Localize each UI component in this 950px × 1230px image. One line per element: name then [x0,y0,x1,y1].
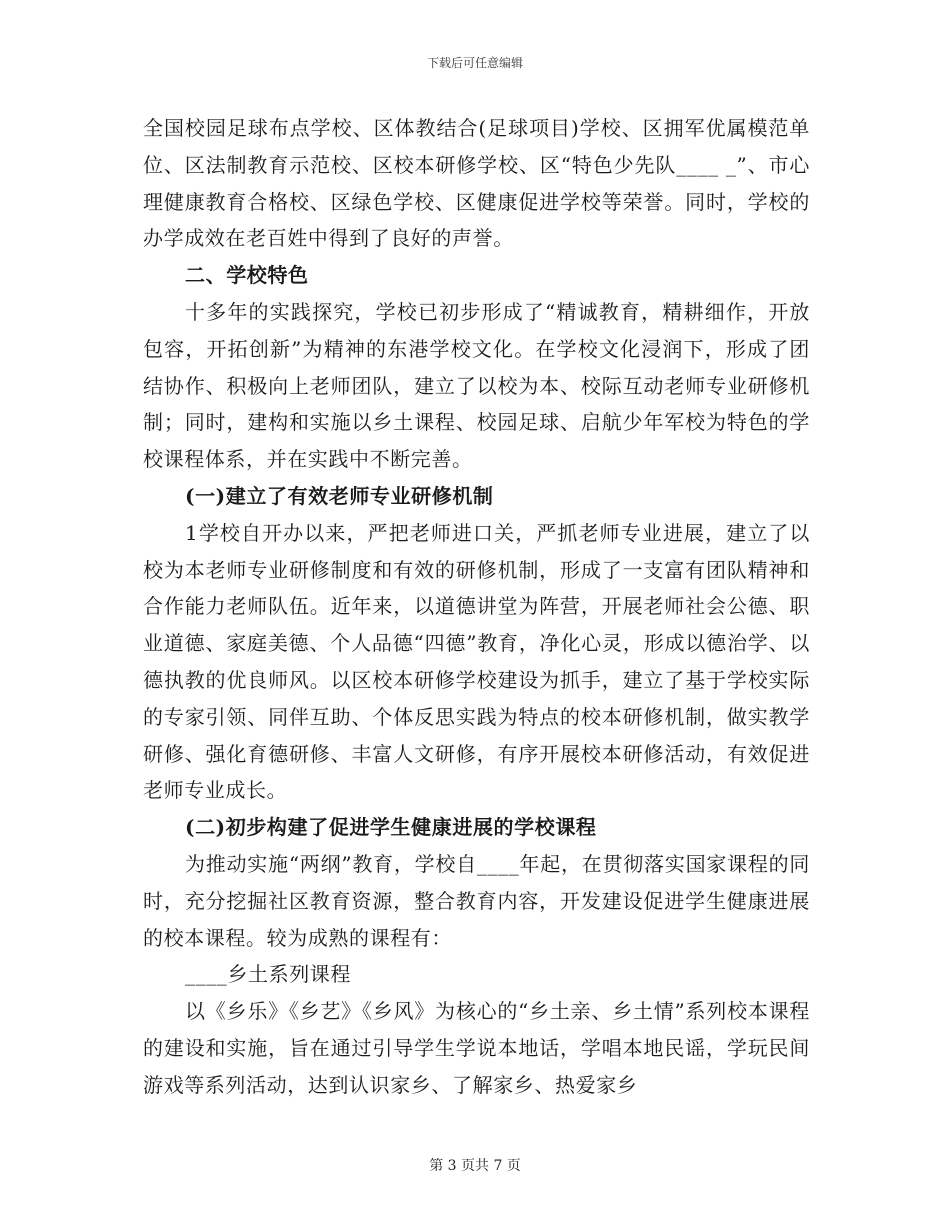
paragraph-honors: 全国校园足球布点学校、区体教结合(足球项目)学校、区拥军优属模范单位、区法制教育示范校、区校本研修学校、区“特色少先队____ _”、市心理健康教育合格校、区绿色学校、区健康促进学校等荣誉。同时，学校的办学成效在老百姓中得到了良好的声誉。 [143,116,810,251]
paragraph-school-culture: 十多年的实践探究，学校已初步形成了“精诚教育，精耕细作，开放包容，开拓创新”为精神的东港学校文化。在学校文化浸润下，形成了团结协作、积极向上老师团队，建立了以校为本、校际互动老师专业研修机制；同时，建构和实施以乡土课程、校园足球、启航少年军校为特色的学校课程体系，并在实践中不断完善。 [143,299,810,472]
section-heading-school-features: 二、学校特色 [185,263,309,288]
document-body [143,110,810,1104]
paragraph-teacher-training: 1学校自开办以来，严把老师进口关，严抓老师专业进展，建立了以校为本老师专业研修制度和有效的研修机制，形成了一支富有团队精神和合作能力老师队伍。近年来，以道德讲堂为阵营，开展老师社会公德、职业道德、家庭美德、个人品德“四德”教育，净化心灵，形成以德治学、以德执教的优良师风。以区校本研修学校建设为抓手，建立了基于学校实际的专家引领、同伴互助、个体反思实践为特点的校本研修机制，做实教学研修、强化育德研修、丰富人文研修，有序开展校本研修活动，有效促进老师专业成长。 [143,520,810,803]
paragraph-curriculum-intro: 为推动实施“两纲”教育，学校自____年起，在贯彻落实国家课程的同时，充分挖掘社区教育资源，整合教育内容，开发建设促进学生健康进展的校本课程。较为成熟的课程有： [143,851,810,950]
item-local-course-series: ____乡土系列课程 [185,962,351,987]
page-footer-page-number: 第 3 页共 7 页 [429,1158,521,1174]
subheading-teacher-training: (一)建立了有效老师专业研修机制 [185,483,494,508]
page-header: 下载后可任意编辑 [426,56,523,70]
subheading-school-curriculum: (二)初步构建了促进学生健康进展的学校课程 [185,815,597,840]
paragraph-local-course-description: 以《乡乐》《乡艺》《乡风》为核心的“乡土亲、乡土情”系列校本课程的建设和实施，旨在通过引导学生学说本地话，学唱本地民谣，学玩民间游戏等系列活动，达到认识家乡、了解家乡、热爱家乡 [143,999,810,1097]
